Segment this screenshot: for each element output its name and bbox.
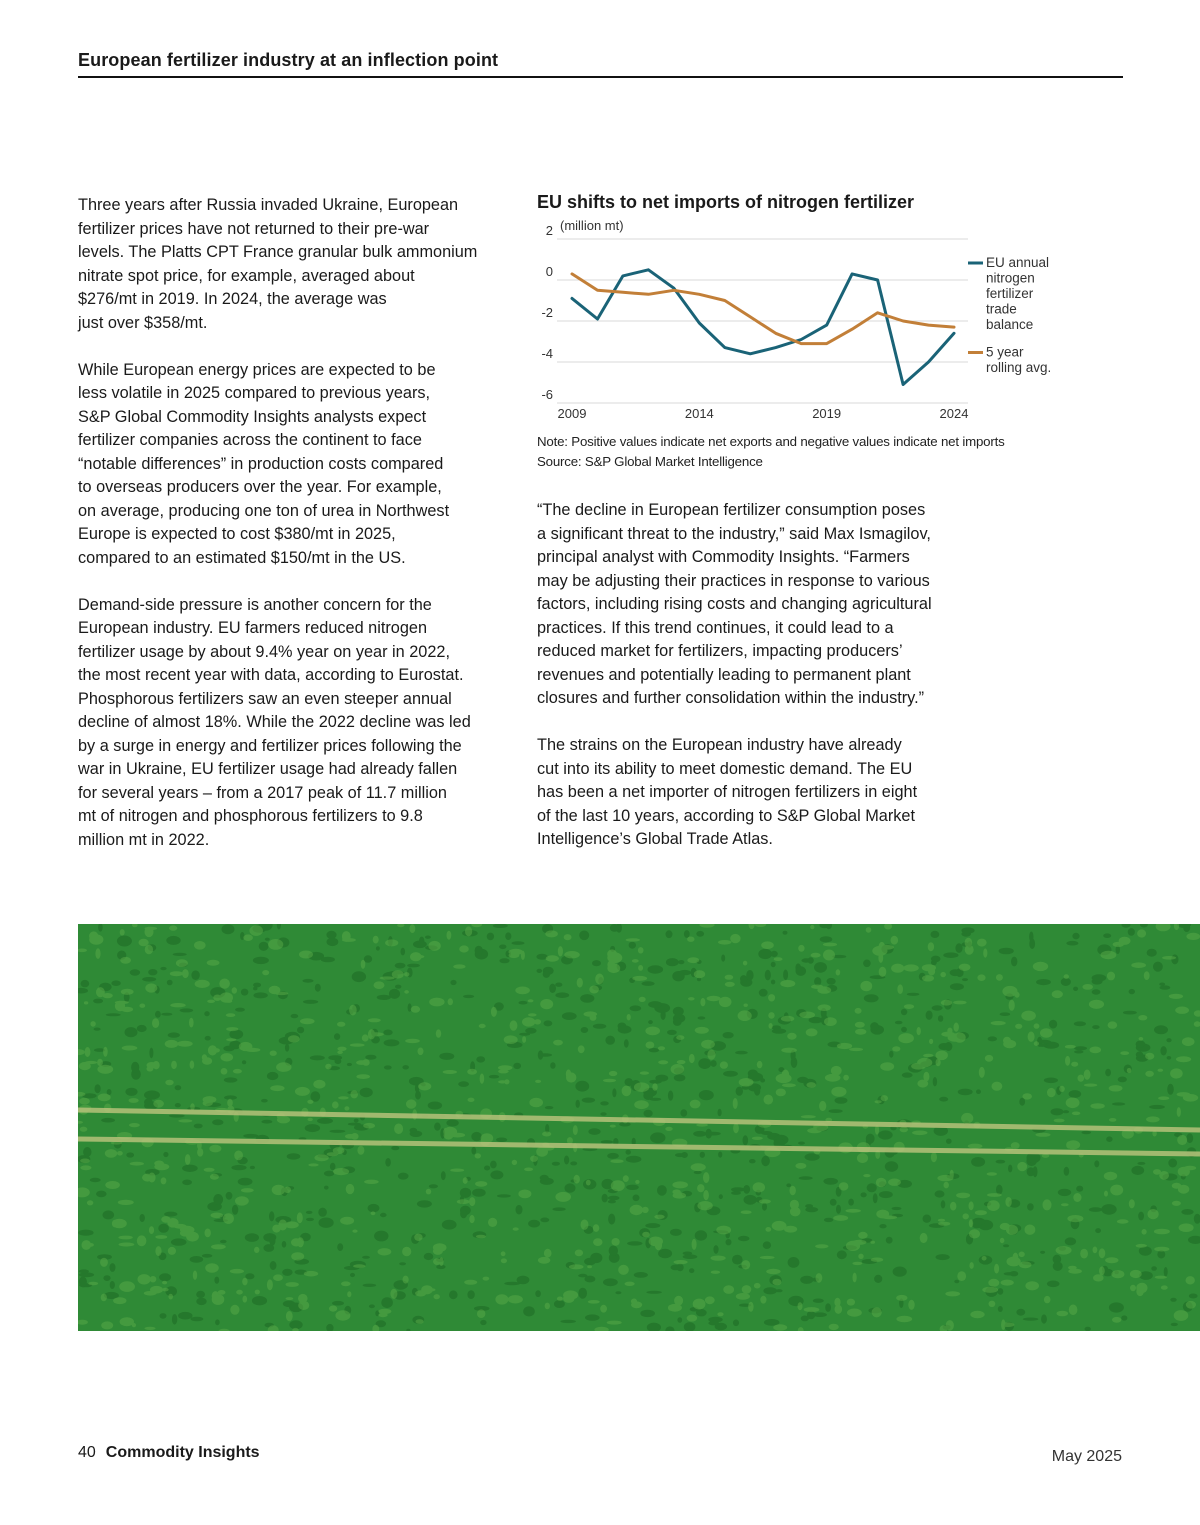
x-tick-label: 2009 (557, 406, 587, 421)
left-text-column (78, 194, 518, 876)
series-line-1 (572, 270, 954, 385)
body-paragraph: Demand-side pressure is another concern for the European industry. EU farmers reduced nitrogen fertilizer usage by about 9.4% year on year in 2022, the most recent year with data, according to Eurostat. Phosphorous fertilizers saw an even steeper annual decline of almost 18%. While the 2022 decline was led by a surge in energy and fertilizer prices following the war in Ukraine, EU fertilizer usage had already fallen for several years – from a 2017 peak of 11.7 million mt of nitrogen and phosphorous fertilizers to 9.8 million mt in 2022. (78, 595, 471, 849)
legend-label: 5 year (986, 344, 1024, 360)
body-paragraph: “The decline in European fertilizer consumption poses a significant threat to the industry,” said Max Ismagilov, principal analyst with Commodity Insights. “Farmers may be adjusting their practices in response to various factors, including rising costs and changing agricultural practices. If this trend continues, it could lead to a reduced market for fertilizers, impacting producers’ revenues and potentially leading to permanent plant closures and further consolidation within the industry.” (537, 501, 932, 707)
crop-field-image (78, 924, 1200, 1331)
page-header (78, 50, 1123, 78)
legend-label: EU annual (986, 255, 1050, 270)
x-tick-label: 2014 (684, 406, 714, 421)
chart-plot (537, 212, 1097, 432)
body-paragraph: Three years after Russia invaded Ukraine, European fertilizer prices have not returned to their pre-war levels. The Platts CPT France granular bulk ammonium nitrate spot price, for example, averaged about $276/mt in 2019. In 2024, the average was just over $358/mt. (78, 196, 478, 332)
legend-label: fertilizer (986, 286, 1034, 301)
series-line-2 (572, 274, 954, 344)
footer-left (78, 1444, 260, 1462)
body-paragraph: While European energy prices are expected to be less volatile in 2025 compared to previous years, S&P Global Commodity Insights analysts expect fertilizer companies across the continent to face “notable differences” in production costs compared to overseas producers over the year. For example, on average, producing one ton of urea in Northwest Europe is expected to cost $380/mt in 2025, compared to an estimated $150/mt in the US. (78, 360, 450, 567)
chart-source: Source: S&P Global Market Intelligence (537, 454, 763, 469)
legend-label: balance (986, 317, 1034, 332)
trade-balance-chart (537, 192, 1097, 482)
y-tick-label: 2 (545, 223, 553, 238)
publication-name: Commodity Insights (105, 1444, 260, 1461)
y-tick-label: -4 (541, 346, 553, 361)
x-tick-label: 2024 (939, 406, 969, 421)
chart-note: Note: Positive values indicate net exports and negative values indicate net imports (537, 434, 1005, 449)
page-header-title: European fertilizer industry at an inflection point (78, 50, 499, 70)
legend-label: rolling avg. (986, 360, 1052, 375)
page-number: 40 (78, 1444, 96, 1461)
y-axis-unit-label: (million mt) (560, 218, 624, 233)
y-tick-label: 0 (545, 264, 553, 279)
y-tick-label: -6 (541, 387, 553, 402)
legend-label: trade (986, 301, 1017, 317)
x-tick-label: 2019 (812, 406, 842, 421)
body-paragraph: The strains on the European industry have already cut into its ability to meet domestic demand. The EU has been a net importer of nitrogen fertilizers in eight of the last 10 years, according to S&P Global Market Intelligence’s Global Trade Atlas. (537, 736, 918, 848)
right-text-column (537, 499, 982, 875)
chart-title: EU shifts to net imports of nitrogen fertilizer (537, 192, 915, 212)
y-tick-label: -2 (541, 305, 553, 320)
legend-label: nitrogen (986, 270, 1035, 286)
footer-date: May 2025 (1051, 1448, 1122, 1465)
crop-field-photo (78, 924, 1200, 1331)
